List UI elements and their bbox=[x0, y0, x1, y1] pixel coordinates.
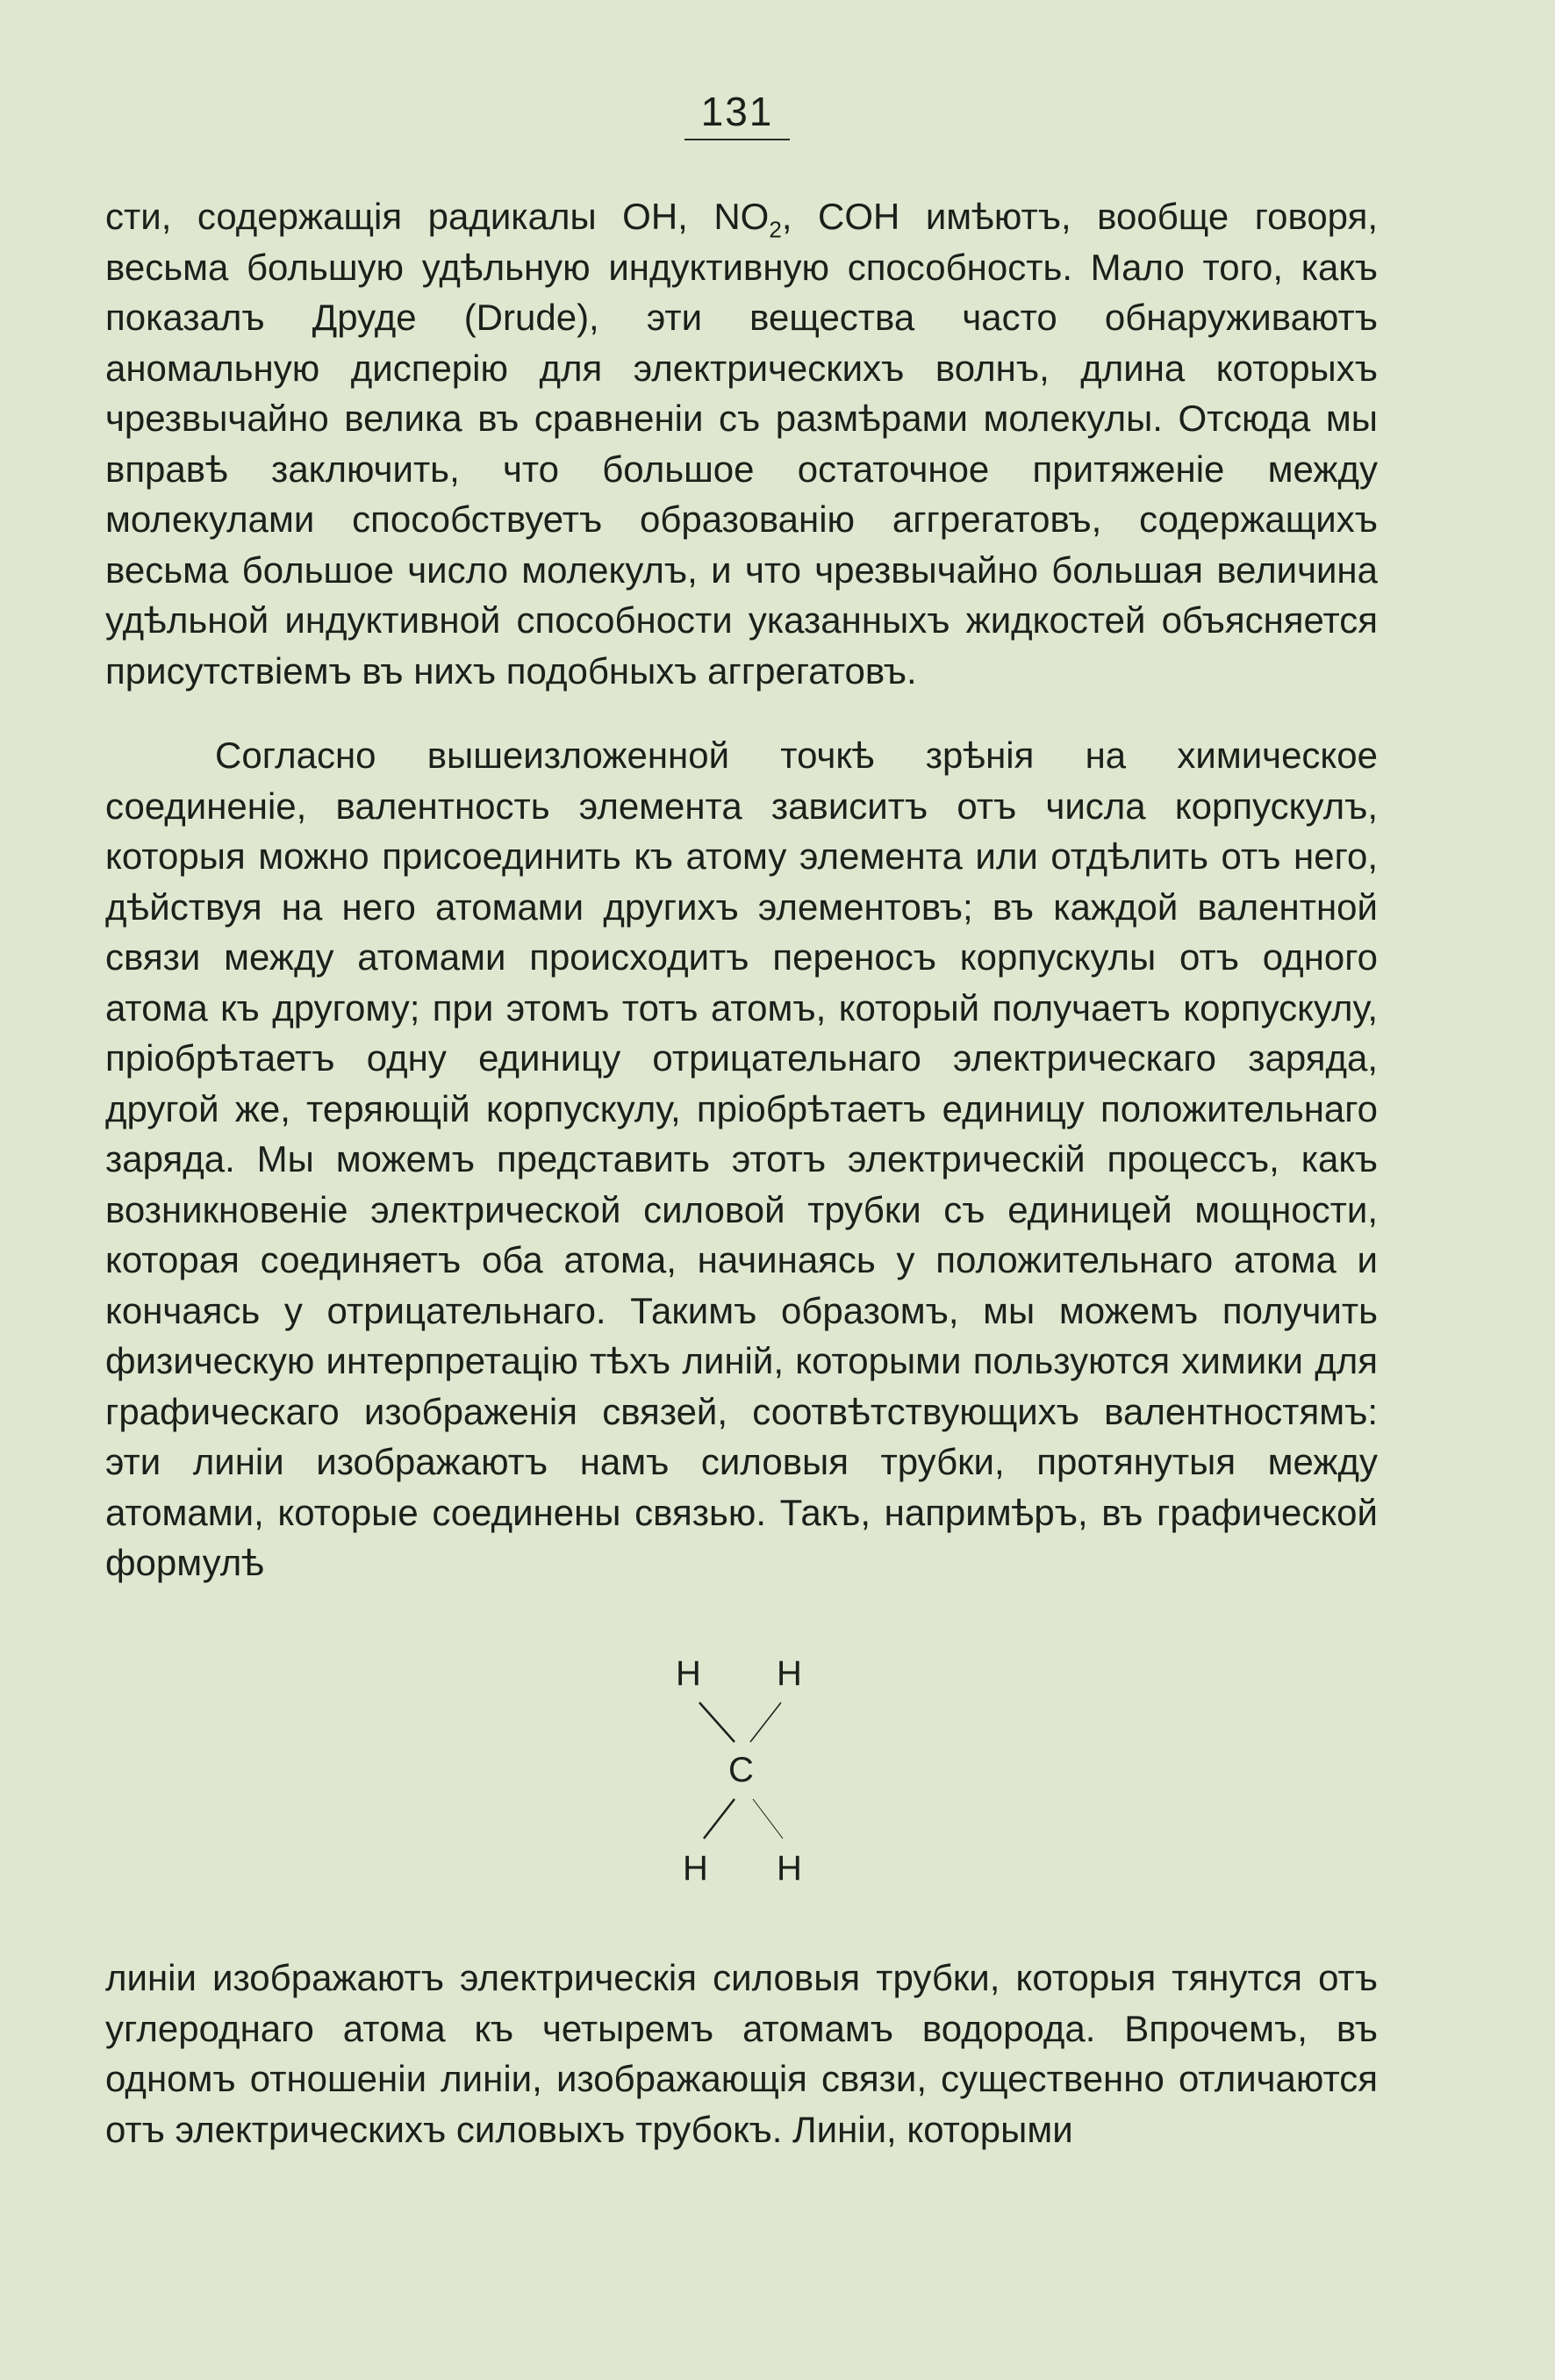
page-number: 131 bbox=[700, 89, 774, 134]
atom-h-top-right: H bbox=[777, 1654, 802, 1693]
no2-subscript: 2 bbox=[769, 216, 782, 243]
paragraph-3: линіи изображаютъ электрическія силовыя трубки, которыя тянутся отъ углероднаго атома къ четыремъ атомамъ водорода. Впрочемъ, въ одномъ отношеніи линіи, изображающія связи, существенно отличаются отъ электрическихъ силовыхъ трубокъ. Линіи, которыми bbox=[105, 1957, 1378, 2150]
formula-diagram bbox=[649, 1650, 860, 1913]
atom-h-bottom-right: H bbox=[777, 1849, 802, 1888]
atom-c-center: C bbox=[728, 1751, 754, 1789]
paragraph-1 bbox=[105, 191, 1378, 696]
bond-top-left bbox=[699, 1703, 735, 1742]
bond-bottom-right bbox=[753, 1799, 783, 1839]
atom-h-bottom-left: H bbox=[683, 1849, 708, 1888]
bond-bottom-left bbox=[704, 1799, 735, 1839]
atom-h-top-left: H bbox=[676, 1654, 701, 1693]
page-number-underline bbox=[684, 139, 790, 140]
methane-structural-formula bbox=[649, 1650, 860, 1913]
paragraph-1-text-a: сти, содержащія радикалы OH, NO bbox=[105, 196, 770, 237]
bond-top-right bbox=[750, 1703, 781, 1742]
paragraph-2: Согласно вышеизложенной точкѣ зрѣнія на химическое соединеніе, валентность элемента зависитъ отъ числа корпускулъ, которыя можно присоединить къ атому элемента или отдѣлить отъ него, дѣйствуя на него атомами другихъ элементовъ; въ каждой валентной связи между атомами происходитъ переносъ корпускулы отъ одного атома къ другому; при этомъ тотъ атомъ, который получаетъ корпускулу, пріобрѣтаетъ одну единицу отрицательнаго электрическаго заряда, другой же, теряющій корпускулу, пріобрѣтаетъ единицу положительнаго заряда. Мы можемъ представить этотъ электрическій процессъ, какъ возникновеніе электрической силовой трубки съ единицей мощности, которая соединяетъ оба атома, начинаясь у положительнаго атома и кончаясь у отрицательнаго. Такимъ образомъ, мы можемъ получить физическую интерпретацію тѣхъ линій, которыми пользуются химики для графическаго изображенія связей, соотвѣтствующихъ валентностямъ: эти линіи изображаютъ намъ силовыя трубки, протянутыя между атомами, которые соединены связью. Такъ, напримѣръ, въ графической формулѣ bbox=[105, 735, 1378, 1583]
paragraph-1-text-b: , COH имѣютъ, вообще говоря, весьма большую удѣльную индуктивную способность. Мало того, какъ показалъ Друде (Drude), эти вещества часто обнаруживаютъ аномальную дисперію для электрическихъ волнъ, длина которыхъ чрезвычайно велика въ сравненіи съ размѣрами молекулы. Отсюда мы вправѣ заключить, что большое остаточное притяженіе между молекулами способствуетъ образованію аггрегатовъ, содержащихъ весьма большое число молекулъ, и что чрезвычайно большая величина удѣльной индуктивной способности указанныхъ жидкостей объясняется присутствіемъ въ нихъ подобныхъ аггрегатовъ. bbox=[105, 196, 1378, 692]
